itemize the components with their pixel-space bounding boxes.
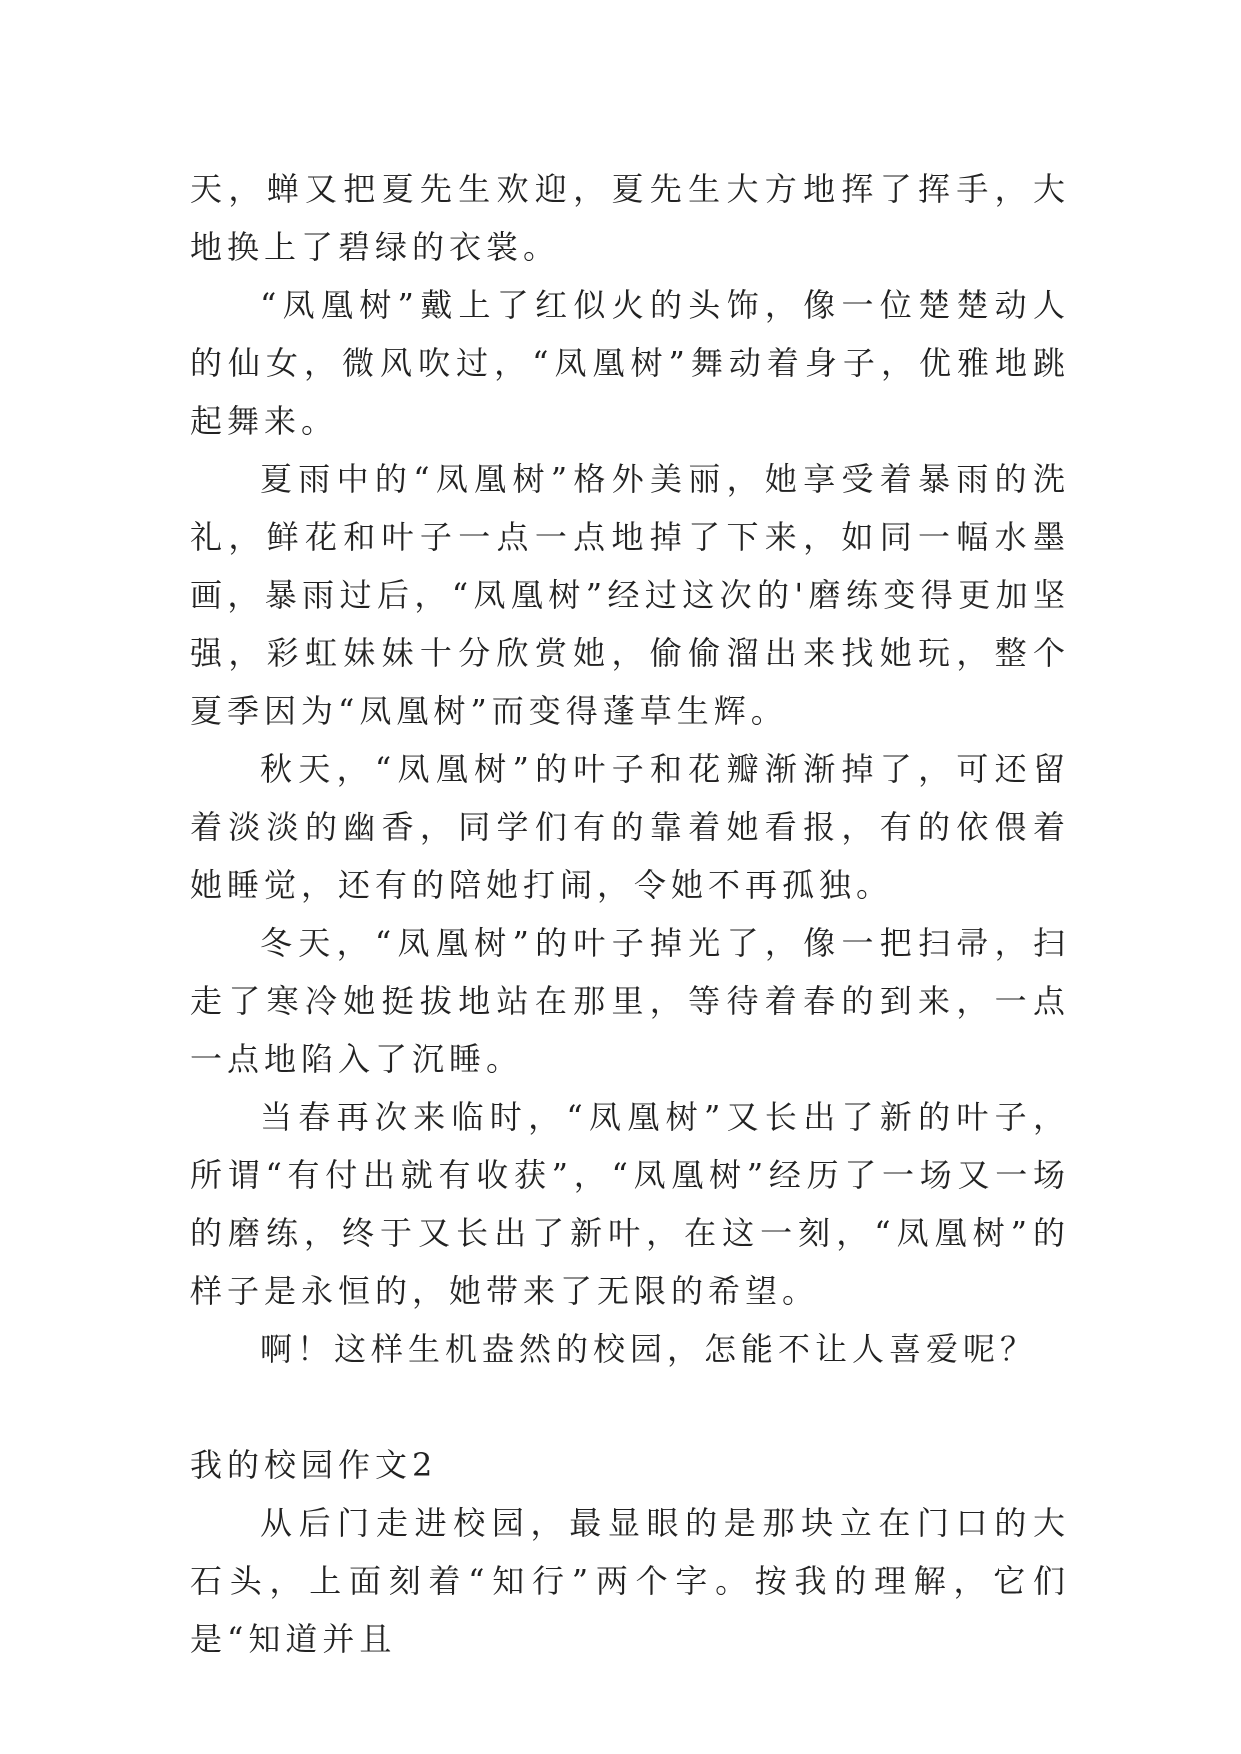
paragraph: 当春再次来临时，“凤凰树”又长出了新的叶子，所谓“有付出就有收获”，“凤凰树”经历了一场又一场的磨练，终于又长出了新叶，在这一刻，“凤凰树”的样子是永恒的，她带来了无限的希望。 (190, 1098, 1070, 1310)
paragraph: 秋天，“凤凰树”的叶子和花瓣渐渐掉了，可还留着淡淡的幽香，同学们有的靠着她看报，有的依偎着她睡觉，还有的陪她打闹，令她不再孤独。 (190, 750, 1070, 904)
document-body (190, 160, 1070, 1668)
paragraph: 夏雨中的“凤凰树”格外美丽，她享受着暴雨的洗礼，鲜花和叶子一点一点地掉了下来，如同一幅水墨画，暴雨过后，“凤凰树”经过这次的'磨练变得更加坚强，彩虹妹妹十分欣赏她，偷偷溜出来找她玩，整个夏季因为“凤凰树”而变得蓬草生辉。 (190, 460, 1070, 730)
section-title: 我的校园作文2 (190, 1446, 438, 1484)
paragraph: “凤凰树”戴上了红似火的头饰，像一位楚楚动人的仙女，微风吹过，“凤凰树”舞动着身子，优雅地跳起舞来。 (190, 286, 1070, 440)
paragraph: 天，蝉又把夏先生欢迎，夏先生大方地挥了挥手，大地换上了碧绿的衣裳。 (190, 170, 1070, 266)
paragraph: 从后门走进校园，最显眼的是那块立在门口的大石头，上面刻着“知行”两个字。按我的理解，它们是“知道并且 (190, 1504, 1070, 1658)
paragraph: 冬天，“凤凰树”的叶子掉光了，像一把扫帚，扫走了寒冷她挺拔地站在那里，等待着春的到来，一点一点地陷入了沉睡。 (190, 924, 1070, 1078)
paragraph: 啊！这样生机盎然的校园，怎能不让人喜爱呢？ (260, 1330, 1038, 1368)
